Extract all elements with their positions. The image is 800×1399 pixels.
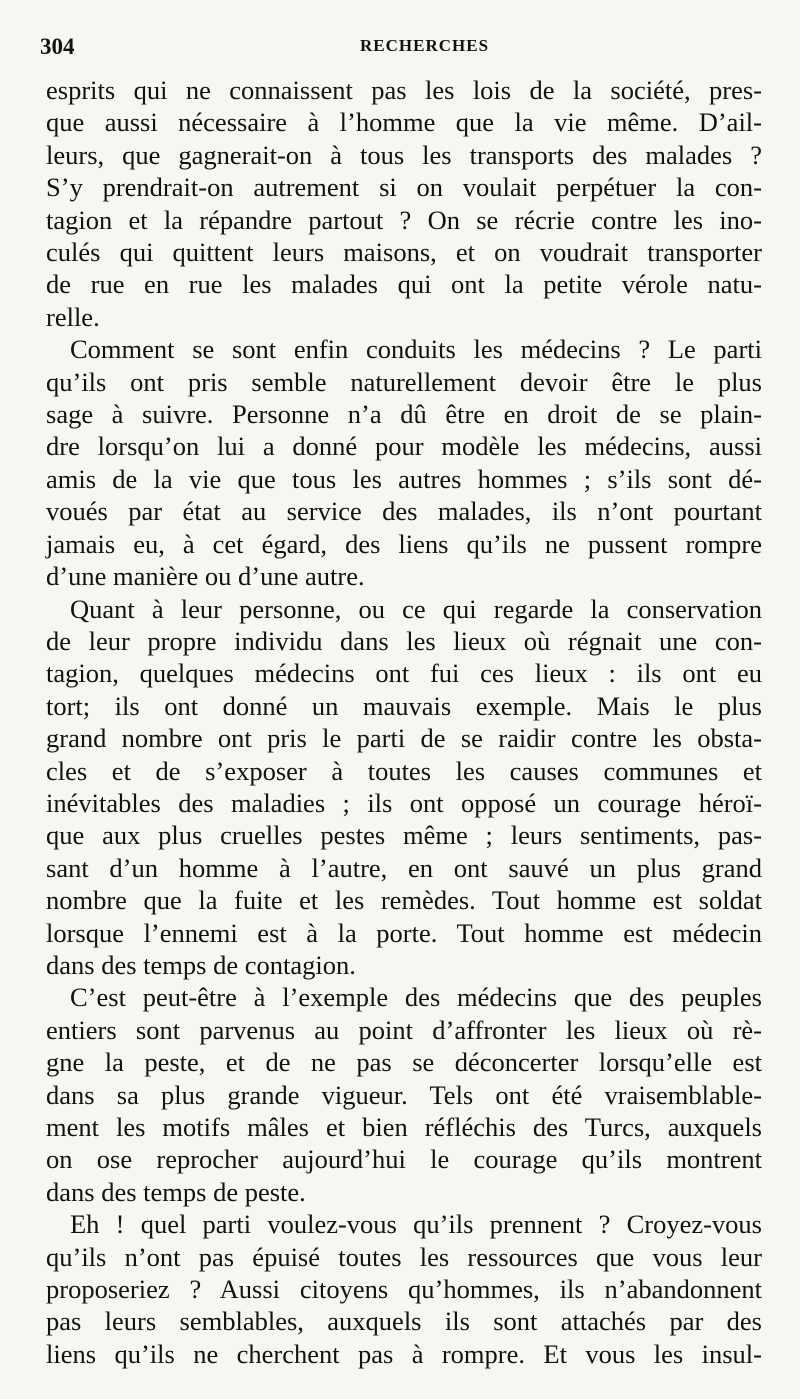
text-line: dans sa plus grande vigueur. Tels ont été vraisemblable-: [46, 1079, 762, 1110]
paragraph: [46, 1208, 762, 1370]
text-line: inévitables des maladies ; ils ont opposé un courage héroï-: [46, 787, 762, 818]
text-line: C’est peut-être à l’exemple des médecins que des peuples: [70, 982, 762, 1013]
paragraph: [46, 593, 762, 982]
text-line: liens qu’ils ne cherchent pas à rompre. Et vous les insul-: [46, 1338, 762, 1369]
paragraph: [46, 333, 762, 592]
text-line: lorsque l’ennemi est à la porte. Tout homme est médecin: [46, 917, 762, 948]
running-head: RECHERCHES: [360, 36, 490, 55]
page-number: 304: [40, 34, 75, 59]
text-line: de rue en rue les malades qui ont la petite vérole natu-: [46, 269, 762, 300]
text-line: dans des temps de contagion.: [46, 949, 356, 980]
text-line: voués par état au service des malades, ils n’ont pourtant: [46, 496, 762, 527]
text-line: qu’ils ont pris semble naturellement devoir être le plus: [46, 366, 762, 397]
text-line: sage à suivre. Personne n’a dû être en droit de se plain-: [46, 399, 762, 430]
text-line: grand nombre ont pris le parti de se raidir contre les obsta-: [46, 723, 762, 754]
text-line: amis de la vie que tous les autres hommes ; s’ils sont dé-: [46, 463, 762, 494]
text-line: tagion, quelques médecins ont fui ces lieux : ils ont eu: [46, 658, 762, 689]
text-line: de leur propre individu dans les lieux où régnait une con-: [46, 625, 762, 656]
text-line: Eh ! quel parti voulez-vous qu’ils prennent ? Croyez-vous: [70, 1209, 762, 1240]
text-line: relle.: [46, 301, 100, 332]
text-line: cles et de s’exposer à toutes les causes communes et: [46, 755, 762, 786]
text-line: gne la peste, et de ne pas se déconcerter lorsqu’elle est: [46, 1047, 762, 1078]
text-line: dans des temps de peste.: [46, 1176, 306, 1207]
text-line: jamais eu, à cet égard, des liens qu’ils ne pussent rompre: [46, 528, 762, 559]
text-line: tagion et la répandre partout ? On se récrie contre les ino-: [46, 204, 762, 235]
paragraph: [46, 74, 762, 333]
text-line: culés qui quittent leurs maisons, et on voudrait transporter: [46, 237, 762, 268]
text-line: que aussi nécessaire à l’homme que la vie même. D’ail-: [46, 107, 762, 138]
text-line: proposeriez ? Aussi citoyens qu’hommes, ils n’abandonnent: [46, 1274, 762, 1305]
text-line: que aux plus cruelles pestes même ; leurs sentiments, pas-: [46, 820, 762, 851]
text-line: dre lorsqu’on lui a donné pour modèle les médecins, aussi: [46, 431, 762, 462]
paragraph: [46, 981, 762, 1208]
text-line: ment les motifs mâles et bien réfléchis des Turcs, auxquels: [46, 1112, 762, 1142]
text-line: sant d’un homme à l’autre, en ont sauvé un plus grand: [46, 852, 762, 883]
text-line: Comment se sont enfin conduits les médecins ? Le parti: [70, 334, 762, 365]
text-line: nombre que la fuite et les remèdes. Tout homme est soldat: [46, 885, 762, 916]
page-header: [40, 34, 760, 64]
text-line: esprits qui ne connaissent pas les lois de la société, pres-: [46, 75, 762, 105]
text-line: tort; ils ont donné un mauvais exemple. Mais le plus: [46, 690, 762, 721]
text-line: entiers sont parvenus au point d’affronter les lieux où rè-: [46, 1014, 762, 1045]
text-line: on ose reprocher aujourd’hui le courage qu’ils montrent: [46, 1144, 762, 1175]
text-line: d’une manière ou d’une autre.: [46, 561, 365, 592]
body-text: [46, 74, 762, 1370]
text-line: qu’ils n’ont pas épuisé toutes les ressources que vous leur: [46, 1241, 762, 1272]
text-line: Quant à leur personne, ou ce qui regarde la conservation: [70, 593, 762, 624]
text-line: pas leurs semblables, auxquels ils sont attachés par des: [46, 1306, 762, 1337]
text-line: leurs, que gagnerait-on à tous les transports des malades ?: [46, 139, 762, 170]
text-line: S’y prendrait-on autrement si on voulait perpétuer la con-: [46, 172, 762, 203]
